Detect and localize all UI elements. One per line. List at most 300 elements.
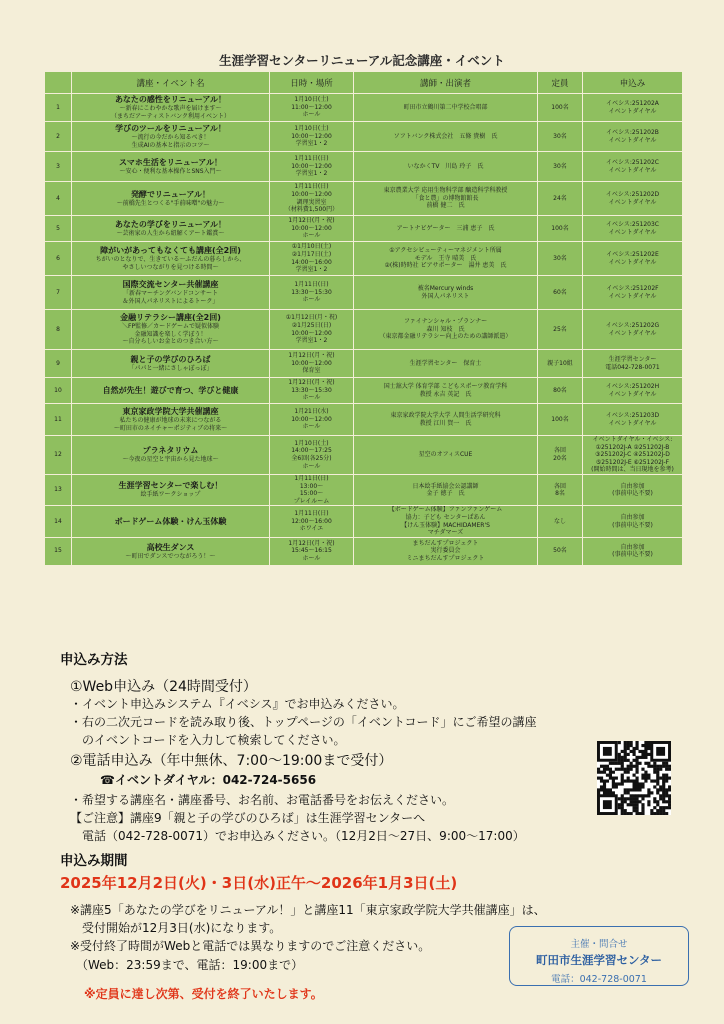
event-lecturer-cell (354, 310, 538, 350)
event-capacity-cell (538, 378, 583, 404)
event-dial-number: ☎イベントダイヤル：042-724-5656 (100, 773, 317, 787)
row-number: 5 (45, 216, 72, 242)
event-lecturer-line: 日本絵手紙協会公認講師 (412, 482, 479, 490)
event-datetime-line: ホール (302, 462, 321, 470)
event-lecturer-line: 東京家政学院大学大学 人間生活学研究科 (390, 411, 501, 419)
event-lecturer-line: 星空のオフィスCUE (418, 451, 473, 459)
event-lecturer-line: ソフトバンク株式会社 五條 貴樹 氏 (393, 132, 498, 140)
event-lecturer-line: ファイナンシャル・プランナー (403, 318, 488, 326)
event-datetime-line: ①1月12日(月・祝) (285, 314, 338, 322)
table-row (45, 310, 683, 350)
event-name-line: 私たちの健康が地球の未来につながる (119, 417, 222, 425)
web-line-2: ・右の二次元コードを読み取り後、トップページの「イベントコード」にご希望の講座 (70, 715, 537, 729)
contact-tel: 電話：042-728-0071 (551, 974, 647, 985)
event-name-line: あなたの感性をリニューアル！ (114, 95, 227, 105)
event-apply-cell (583, 310, 683, 350)
event-capacity-cell (538, 404, 583, 436)
event-name-cell (72, 506, 270, 537)
event-datetime-cell (270, 537, 354, 565)
event-datetime-line: ホール (302, 423, 321, 431)
event-capacity-cell (538, 506, 583, 537)
event-capacity-line: 各回 (553, 447, 566, 455)
event-datetime-line: 保育室 (302, 367, 321, 375)
event-apply-cell (583, 506, 683, 537)
event-lecturer-cell (354, 152, 538, 182)
event-lecturer-line: 実行委員会 (430, 547, 461, 555)
event-lecturer-line: （東京都金融リテラシー向上のための講師派遣） (379, 333, 512, 341)
event-name-line: 障がいがあってもなくても講座(全2回) (100, 246, 241, 256)
event-datetime-line: ②1月17日(土) (291, 250, 332, 258)
event-name-line: 学びのツールをリニューアル！ (115, 124, 226, 134)
event-apply-cell (583, 182, 683, 216)
event-apply-line: (事前申込不要) (612, 551, 653, 559)
event-name-line: 〜自分らしいお金とのつき合い方〜 (122, 338, 219, 346)
event-lecturer-line: 金子 徳子 氏 (426, 490, 465, 498)
event-apply-line: イベントダイヤル (608, 136, 657, 144)
event-apply-line: 自由参加 (620, 482, 645, 490)
event-name-cell (72, 122, 270, 152)
event-datetime-cell (270, 506, 354, 537)
event-datetime-line: 1月12日(月・祝) (288, 352, 335, 360)
row-number: 7 (45, 276, 72, 310)
event-name-line: 〜安心・便利な基本操作とSNS入門〜 (119, 167, 222, 175)
event-datetime-cell (270, 378, 354, 404)
event-name-line: プラネタリウム (142, 446, 199, 456)
event-datetime-line: 1月12日(月・祝) (288, 539, 335, 547)
event-apply-line: イベシス:251202H (605, 382, 660, 390)
event-name-line: 絵手紙ワークショップ (140, 491, 201, 499)
event-lecturer-cell (354, 182, 538, 216)
event-apply-line: イベントダイヤル (608, 419, 657, 427)
event-name-line: やさしいつながりを見つける時間〜 (122, 263, 219, 271)
event-datetime-line: 学習室1・2 (295, 140, 328, 148)
contact-label: 主催・問合せ (570, 939, 628, 950)
event-name-cell (72, 152, 270, 182)
event-datetime-line: 12:00〜16:00 (291, 517, 332, 525)
event-datetime-line: 10:00〜12:00 (291, 190, 332, 198)
event-apply-line: イベントダイヤル (608, 107, 657, 115)
event-datetime-line: ホール (302, 555, 321, 563)
event-capacity-cell (538, 276, 583, 310)
table-row (45, 436, 683, 475)
event-name-line: 自然が先生！遊びで育つ、学びと健康 (102, 385, 239, 395)
event-name-cell (72, 276, 270, 310)
contact-box (509, 926, 689, 986)
qr-code-icon (597, 741, 671, 815)
event-capacity-line: 25名 (553, 325, 567, 333)
event-apply-cell (583, 474, 683, 505)
event-datetime-cell (270, 276, 354, 310)
period-note-3: ※受付終了時間がWebと電話では異なりますのでご注意ください。 (70, 939, 431, 953)
table-row (45, 242, 683, 276)
event-name-cell (72, 537, 270, 565)
event-datetime-line: 11:00〜12:00 (291, 103, 332, 111)
event-capacity-line: 30名 (553, 254, 567, 262)
event-datetime-line: 1月10日(土) (294, 439, 329, 447)
event-lecturer-line: 前橋 健二 氏 (426, 202, 465, 210)
event-lecturer-cell (354, 242, 538, 276)
event-capacity-line: 100名 (551, 103, 569, 111)
event-apply-line: イベシス:251202D (605, 190, 660, 198)
row-number: 13 (45, 474, 72, 505)
event-lecturer-line: 被名Mercury winds (417, 284, 474, 292)
event-name-line: スマホ生活をリニューアル！ (119, 157, 222, 167)
event-lecturer-line: 国士舘大学 体育学部 こどもスポーツ教育学科 (383, 382, 508, 390)
event-name-cell (72, 474, 270, 505)
header-capacity: 定員 (538, 72, 583, 94)
event-datetime-line: 1月11日(日) (294, 474, 329, 482)
event-apply-cell (583, 242, 683, 276)
table-row (45, 276, 683, 310)
event-apply-line: イベントダイヤル (608, 166, 657, 174)
event-lecturer-line: ミニまちだんすプロジェクト (406, 555, 485, 563)
event-datetime-line: 14:00〜17:25 (291, 447, 332, 455)
header-datetime: 日時・場所 (270, 72, 354, 94)
event-datetime-line: 13:30〜15:30 (291, 288, 332, 296)
row-number: 10 (45, 378, 72, 404)
event-apply-line: イベシス:251202F (606, 284, 659, 292)
event-apply-line: イベントダイヤル・イベシス: (592, 436, 673, 443)
event-capacity-cell (538, 94, 583, 122)
event-datetime-cell (270, 152, 354, 182)
tel-title: ②電話申込み（年中無休、7:00〜19:00まで受付） (70, 753, 393, 769)
event-apply-line: ①251202J-A ②251202J-B (595, 443, 670, 451)
event-lecturer-line: まちだんすプロジェクト (412, 539, 479, 547)
table-row (45, 506, 683, 537)
event-apply-cell (583, 152, 683, 182)
row-number: 11 (45, 404, 72, 436)
event-datetime-line: 1月12日(月・祝) (288, 217, 335, 225)
event-datetime-line: 学習室1・2 (295, 266, 328, 274)
event-datetime-line: 学習室1・2 (295, 337, 328, 345)
event-datetime-line: ①1月10日(土) (291, 243, 332, 251)
event-apply-line: イベシス:251202E (606, 250, 659, 258)
event-datetime-line: ②1月25日(日) (291, 321, 332, 329)
event-datetime-cell (270, 182, 354, 216)
event-name-line: 親と子の学びのひろば (130, 354, 211, 364)
event-lecturer-cell (354, 122, 538, 152)
event-apply-line: 電話042-728-0071 (605, 363, 660, 371)
event-datetime-line: 調理実習室 (296, 198, 327, 206)
event-lecturer-cell (354, 436, 538, 475)
events-table (44, 71, 683, 566)
event-capacity-cell (538, 350, 583, 378)
header-apply: 申込み (583, 72, 683, 94)
event-apply-cell (583, 404, 683, 436)
event-lecturer-line: 【ボードゲーム体験】ファンファンゲーム (388, 506, 503, 514)
event-lecturer-line: モデル 王寺 晴美 氏 (414, 254, 477, 262)
event-datetime-line: 10:00〜12:00 (291, 162, 332, 170)
event-datetime-line: 学習室1・2 (295, 170, 328, 178)
event-datetime-line: 1月21日(水) (294, 408, 329, 416)
event-lecturer-line: アートナビゲーター 三浦 恵子 氏 (396, 224, 495, 232)
event-apply-line: イベントダイヤル (608, 329, 657, 337)
event-apply-line: (開始時間は、当日現地を参考) (591, 466, 674, 474)
table-row (45, 94, 683, 122)
event-capacity-line: 30名 (553, 162, 567, 170)
event-capacity-cell (538, 242, 583, 276)
header-no (45, 72, 72, 94)
event-lecturer-line: 教授 江川 賀一 氏 (419, 419, 472, 427)
event-apply-line: イベシス:251202A (606, 99, 659, 107)
event-datetime-line: 15:00〜 (299, 490, 324, 498)
event-datetime-line: （材料費1,500円） (284, 206, 339, 214)
event-capacity-line: 30名 (553, 132, 567, 140)
event-apply-line: ③251202J-C ④251202J-D (595, 451, 670, 459)
event-datetime-cell (270, 216, 354, 242)
event-name-line: 東京家政学院大学共催講座 (122, 407, 219, 417)
event-apply-cell (583, 436, 683, 475)
event-name-cell (72, 436, 270, 475)
event-capacity-line: 80名 (553, 386, 567, 394)
event-apply-cell (583, 537, 683, 565)
event-lecturer-cell (354, 474, 538, 505)
event-lecturer-cell (354, 350, 538, 378)
event-datetime-line: ホール (302, 394, 321, 402)
event-capacity-line: 100名 (551, 415, 569, 423)
table-row (45, 216, 683, 242)
event-datetime-line: 1月12日(月・祝) (288, 379, 335, 387)
table-row (45, 404, 683, 436)
event-datetime-line: 10:00〜12:00 (291, 329, 332, 337)
event-apply-line: 自由参加 (620, 543, 645, 551)
event-lecturer-line: 生涯学習センター 保育士 (409, 359, 482, 367)
event-datetime-line: プレイルーム (293, 497, 330, 505)
period-dates: 2025年12月2日(火)・3日(水)正午〜2026年1月3日(土) (60, 874, 458, 892)
event-lecturer-line: ②(株)時時社 ピアサポーター 湯井 恵美 氏 (384, 262, 507, 270)
event-name-line: あなたの学びをリニューアル！ (114, 219, 227, 229)
event-name-line: ＼FP監修／カードゲームで疑似体験 (122, 323, 219, 331)
event-apply-line: イベントダイヤル (608, 228, 657, 236)
event-name-line: 生涯学習センターで楽しむ！ (118, 481, 223, 491)
note-line-2: 電話（042-728-0071）でお申込みください。（12月2日〜27日、9:00〜17:00） (70, 829, 525, 843)
row-number: 6 (45, 242, 72, 276)
method-heading: 申込み方法 (60, 652, 128, 668)
event-capacity-line: 20名 (553, 454, 567, 462)
table-row (45, 537, 683, 565)
event-lecturer-cell (354, 276, 538, 310)
event-lecturer-line: 協力：子ども センターぱあん (405, 513, 486, 521)
table-row (45, 122, 683, 152)
event-name-line: 〜町田でダンスでつながろう！〜 (125, 552, 216, 560)
event-name-cell (72, 404, 270, 436)
event-datetime-line: 1月11日(日) (294, 183, 329, 191)
table-row (45, 378, 683, 404)
row-number: 15 (45, 537, 72, 565)
event-name-cell (72, 242, 270, 276)
event-name-line: ちがいのとなりで、生きている〜ふだんの暮らしから、 (95, 256, 246, 264)
period-note-5: ※定員に達し次第、受付を終了いたします。 (84, 987, 323, 1001)
event-lecturer-cell (354, 404, 538, 436)
event-datetime-line: 13:30〜15:30 (291, 386, 332, 394)
event-name-cell (72, 94, 270, 122)
event-lecturer-line: ①アクセシビューティーマネジメント所属 (389, 247, 502, 255)
event-apply-cell (583, 94, 683, 122)
qr-code[interactable] (597, 741, 671, 815)
event-capacity-cell (538, 537, 583, 565)
event-datetime-cell (270, 94, 354, 122)
event-apply-cell (583, 276, 683, 310)
event-datetime-line: 14:00〜16:00 (291, 258, 332, 266)
event-apply-cell (583, 122, 683, 152)
event-datetime-cell (270, 350, 354, 378)
table-row (45, 474, 683, 505)
event-name-line: 〜町田市のネイチャーポジティブの将来〜 (113, 424, 228, 432)
event-datetime-line: 10:00〜12:00 (291, 224, 332, 232)
event-apply-line: (事前申込不要) (612, 490, 653, 498)
event-name-line: 高校生ダンス (146, 542, 195, 552)
event-apply-cell (583, 216, 683, 242)
event-lecturer-cell (354, 537, 538, 565)
event-name-cell (72, 378, 270, 404)
event-apply-line: 自由参加 (620, 513, 645, 521)
event-datetime-line: 1月10日(土) (294, 96, 329, 104)
event-lecturer-cell (354, 94, 538, 122)
event-datetime-line: ホール (302, 111, 321, 119)
event-datetime-line: 10:00〜12:00 (291, 415, 332, 423)
event-capacity-cell (538, 152, 583, 182)
event-capacity-cell (538, 310, 583, 350)
event-datetime-cell (270, 436, 354, 475)
event-datetime-cell (270, 404, 354, 436)
event-lecturer-line: いなかくTV 川島 玲子 氏 (407, 162, 484, 170)
event-capacity-line: 各回 (553, 482, 566, 490)
event-capacity-cell (538, 474, 583, 505)
note-line-1: 【ご注意】講座9「親と子の学びのひろば」は生涯学習センターへ (70, 811, 426, 825)
event-datetime-cell (270, 242, 354, 276)
row-number: 4 (45, 182, 72, 216)
event-name-line: 発酵でリニューアル！ (130, 189, 211, 199)
row-number: 12 (45, 436, 72, 475)
event-name-cell (72, 350, 270, 378)
event-name-line: 国際交流センター共催講座 (122, 280, 219, 290)
event-capacity-line: 60名 (553, 288, 567, 296)
event-datetime-line: 全6回(各25分) (291, 454, 332, 462)
event-capacity-line: なし (553, 517, 566, 525)
event-apply-line: ⑤251202J-E ⑥251202J-F (595, 458, 670, 466)
web-line-1: ・イベント申込みシステム『イベシス』でお申込みください。 (70, 697, 405, 711)
table-header-row (45, 72, 683, 94)
period-note-2: 受付開始が12月3日(水)になります。 (70, 921, 282, 935)
event-capacity-line: 100名 (551, 224, 569, 232)
event-name-line: 「新春マーチングバンドコンサート (123, 290, 218, 298)
event-name-line: 「パパと一緒にさしゃぽっぽ」 (128, 364, 213, 372)
event-lecturer-cell (354, 378, 538, 404)
event-datetime-line: 10:00〜12:00 (291, 132, 332, 140)
event-datetime-line: 15:45〜16:15 (291, 547, 332, 555)
web-line-3: のイベントコードを入力して検索してください。 (70, 733, 346, 747)
header-lecturer: 講師・出演者 (354, 72, 538, 94)
event-capacity-cell (538, 436, 583, 475)
event-lecturer-line: 東京農業大学 応用生物科学部 醸造科学科教授 (383, 187, 508, 195)
tel-line-1: ・希望する講座名・講座番号、お名前、お電話番号をお伝えください。 (70, 793, 455, 807)
event-lecturer-cell (354, 216, 538, 242)
event-capacity-cell (538, 216, 583, 242)
event-apply-line: イベントダイヤル (608, 258, 657, 266)
event-name-line: 〜前橋先生とつくる"手前味噌"の魅力〜 (116, 199, 225, 207)
event-lecturer-line: 外国人パネリスト (421, 292, 470, 300)
table-row (45, 350, 683, 378)
event-capacity-line: 50名 (553, 547, 567, 555)
row-number: 3 (45, 152, 72, 182)
event-datetime-cell (270, 474, 354, 505)
event-apply-cell (583, 350, 683, 378)
event-lecturer-cell (354, 506, 538, 537)
event-name-cell (72, 310, 270, 350)
event-name-cell (72, 182, 270, 216)
header-event: 講座・イベント名 (72, 72, 270, 94)
event-name-line: （まちだアーティストバンク利用イベント） (110, 112, 231, 120)
event-datetime-line: 10:00〜12:00 (291, 359, 332, 367)
row-number: 1 (45, 94, 72, 122)
event-lecturer-line: 町田市立鶴川第二中学校合唱部 (403, 103, 488, 111)
event-datetime-line: ホール (302, 296, 321, 304)
event-name-line: 〜流行の今だから知るべき！ (131, 134, 210, 142)
event-apply-line: イベシス:251203C (606, 220, 659, 228)
page-title: 生涯学習センターリニューアル記念講座・イベント (219, 53, 505, 68)
web-title: ①Web申込み（24時間受付） (70, 679, 257, 695)
event-datetime-line: ホワイエ (299, 525, 324, 533)
row-number: 2 (45, 122, 72, 152)
table-row (45, 152, 683, 182)
event-capacity-line: 24名 (553, 194, 567, 202)
event-datetime-cell (270, 310, 354, 350)
event-name-line: ＆外国人パネリストによるトーク」 (122, 297, 219, 305)
contact-org: 町田市生涯学習センター (535, 953, 663, 967)
event-lecturer-line: マチダマーズ (427, 529, 464, 537)
period-note-1: ※講座5「あなたの学びをリニューアル！」と講座11「東京家政学院大学共催講座」は、 (70, 903, 546, 917)
event-name-line: 〜芸術家の人生から紐解くアート鑑賞〜 (116, 229, 225, 237)
event-name-line: 金融知識を楽しく学ぼう！ (134, 330, 207, 338)
event-apply-line: イベシス:251202C (606, 158, 659, 166)
event-apply-line: イベシス:251202B (606, 128, 659, 136)
event-name-line: 〜今夜の星空と宇宙から見た地球〜 (122, 456, 219, 464)
event-name-line: 金融リテラシー講座(全2回) (120, 313, 221, 323)
event-datetime-line: 1月11日(日) (294, 281, 329, 289)
event-capacity-cell (538, 122, 583, 152)
event-apply-line: (事前申込不要) (612, 521, 653, 529)
event-apply-line: 生涯学習センター (608, 355, 657, 363)
event-capacity-line: 親子10組 (547, 359, 573, 367)
row-number: 14 (45, 506, 72, 537)
period-heading: 申込み期間 (60, 853, 128, 869)
event-lecturer-line: 森川 知枝 氏 (426, 325, 465, 333)
row-number: 8 (45, 310, 72, 350)
event-capacity-line: 8名 (555, 490, 565, 498)
event-datetime-line: 1月10日(土) (294, 125, 329, 133)
event-datetime-line: 1月11日(日) (294, 155, 329, 163)
event-lecturer-line: 【けん玉体験】MACHIDAMER'S (401, 521, 490, 529)
event-name-line: ボードゲーム体験・けん玉体験 (114, 516, 227, 526)
table-row (45, 182, 683, 216)
row-number: 9 (45, 350, 72, 378)
event-capacity-cell (538, 182, 583, 216)
event-apply-line: イベシス:251203D (605, 411, 660, 419)
event-apply-line: イベシス:251202G (605, 321, 660, 329)
event-apply-line: イベントダイヤル (608, 292, 657, 300)
event-lecturer-line: 教授 永吉 英記 氏 (419, 390, 472, 398)
event-name-line: 生成AIの基本と指示のコツ〜 (131, 141, 210, 149)
event-datetime-line: ホール (302, 232, 321, 240)
event-name-cell (72, 216, 270, 242)
event-apply-line: イベントダイヤル (608, 390, 657, 398)
event-datetime-line: 1月11日(日) (294, 510, 329, 518)
event-name-line: 〜新春にこわやかな歌声を届けます〜 (119, 105, 222, 113)
event-datetime-line: 13:00〜 (299, 482, 324, 490)
event-lecturer-line: 「食と農」の博物館館長 (412, 194, 479, 202)
event-apply-line: イベントダイヤル (608, 198, 657, 206)
period-note-4: （Web：23:59まで、電話：19:00まで） (70, 958, 304, 972)
